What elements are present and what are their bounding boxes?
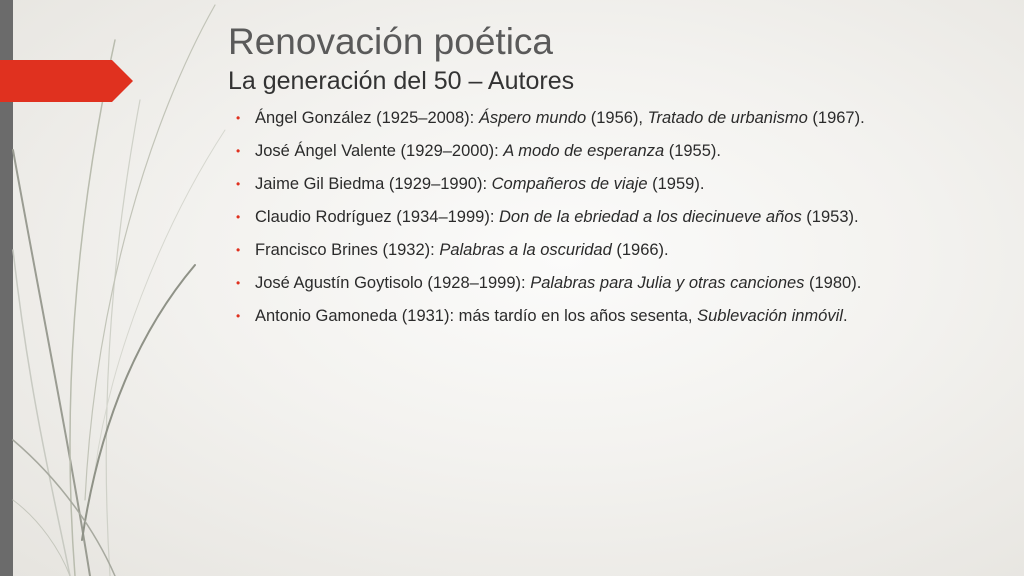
- list-item: [236, 273, 1006, 293]
- list-item: [236, 306, 1006, 326]
- work-title: Sublevación inmóvil: [697, 307, 843, 325]
- list-item: [236, 207, 1006, 227]
- work-title: A modo de esperanza: [503, 142, 665, 160]
- deco-line: [82, 265, 195, 540]
- red-accent-arrow: [0, 60, 133, 102]
- author-text: Jaime Gil Biedma (1929–1990):: [255, 175, 492, 193]
- author-text: Ángel González (1925–2008):: [255, 109, 479, 127]
- author-text: (1980).: [804, 274, 862, 292]
- work-title: Tratado de urbanismo: [647, 109, 808, 127]
- list-item: [236, 240, 1006, 260]
- author-list: [236, 108, 1006, 339]
- deco-line: [13, 440, 115, 576]
- page-title: Renovación poética: [228, 21, 553, 62]
- bullet-icon: •: [236, 243, 241, 257]
- author-text: Francisco Brines (1932):: [255, 241, 440, 259]
- work-title: Don de la ebriedad a los diecinueve años: [499, 208, 802, 226]
- bullet-icon: •: [236, 111, 241, 125]
- bullet-icon: •: [236, 276, 241, 290]
- author-text: (1967).: [807, 109, 865, 127]
- page-subtitle: La generación del 50 – Autores: [228, 67, 575, 95]
- work-title: Áspero mundo: [478, 109, 587, 127]
- author-text: Claudio Rodríguez (1934–1999):: [255, 208, 499, 226]
- author-text: (1959).: [647, 175, 705, 193]
- author-text: José Agustín Goytisolo (1928–1999):: [255, 274, 531, 292]
- list-item: [236, 108, 1006, 128]
- author-text: (1955).: [664, 142, 721, 160]
- author-text: (1953).: [801, 208, 859, 226]
- work-title: Palabras para Julia y otras canciones: [530, 274, 805, 292]
- author-text: (1956),: [586, 109, 648, 127]
- author-text: (1966).: [611, 241, 669, 259]
- deco-line: [95, 130, 225, 470]
- bullet-icon: •: [236, 210, 241, 224]
- bullet-icon: •: [236, 309, 241, 323]
- bullet-icon: •: [236, 177, 241, 191]
- list-item: [236, 174, 1006, 194]
- list-item: [236, 141, 1006, 161]
- author-text: .: [842, 307, 848, 325]
- author-text: Antonio Gamoneda (1931): más tardío en los años sesenta,: [255, 307, 698, 325]
- bullet-icon: •: [236, 144, 241, 158]
- author-text: José Ángel Valente (1929–2000):: [255, 142, 504, 160]
- work-title: Compañeros de viaje: [491, 175, 648, 193]
- deco-line: [106, 100, 140, 576]
- work-title: Palabras a la oscuridad: [439, 241, 612, 259]
